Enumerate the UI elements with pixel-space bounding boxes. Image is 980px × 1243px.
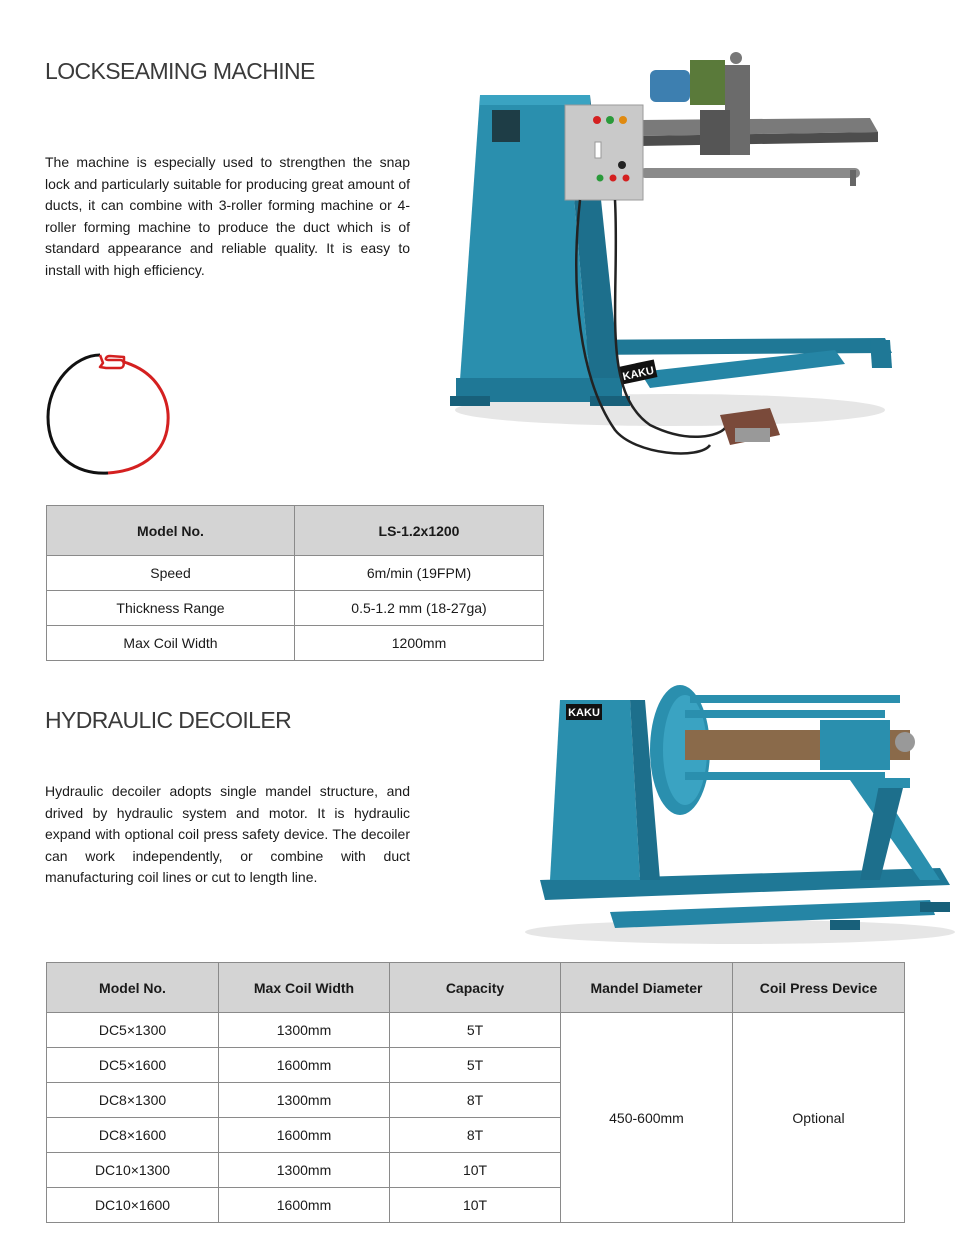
decoiler-brand-label: KAKU bbox=[568, 707, 600, 719]
col-header-max-coil-width: Max Coil Width bbox=[219, 963, 390, 1013]
lockseaming-spec-table bbox=[46, 505, 544, 661]
table-row bbox=[47, 556, 544, 591]
lockseaming-description: The machine is especially used to strengthen the snap lock and particularly suitable for producing great amount of ducts, it can combine with 3-roller forming machine or 4-roller forming machine to produce the duct which is of standard appearance and reliable quality. It is easy to install with high efficiency. bbox=[45, 154, 410, 278]
width-cell: 1600mm bbox=[219, 1188, 390, 1223]
capacity-cell: 10T bbox=[390, 1188, 561, 1223]
decoiler-machine-photo bbox=[520, 680, 960, 950]
coil-press-device-cell: Optional bbox=[733, 1013, 905, 1223]
mandel-diameter-cell: 450-600mm bbox=[561, 1013, 733, 1223]
model-cell: DC8×1600 bbox=[47, 1118, 219, 1153]
lockseam-profile-diagram bbox=[40, 345, 180, 485]
capacity-cell: 8T bbox=[390, 1083, 561, 1118]
spec-label: Thickness Range bbox=[47, 591, 295, 626]
model-cell: DC10×1600 bbox=[47, 1188, 219, 1223]
lockseaming-title: LOCKSEAMING MACHINE bbox=[45, 58, 315, 84]
model-cell: DC5×1300 bbox=[47, 1013, 219, 1048]
spec-value: 1200mm bbox=[295, 626, 544, 661]
table-row bbox=[47, 591, 544, 626]
model-cell: DC10×1300 bbox=[47, 1153, 219, 1188]
lockseaming-brand-label: KAKU bbox=[621, 364, 656, 384]
decoiler-spec-table bbox=[46, 962, 905, 1223]
spec-label: Max Coil Width bbox=[47, 626, 295, 661]
width-cell: 1300mm bbox=[219, 1153, 390, 1188]
capacity-cell: 8T bbox=[390, 1118, 561, 1153]
col-header-model: Model No. bbox=[47, 963, 219, 1013]
decoiler-title: HYDRAULIC DECOILER bbox=[45, 707, 292, 733]
col-header-model: Model No. bbox=[47, 506, 295, 556]
profile-red-segment bbox=[108, 362, 168, 473]
width-cell: 1600mm bbox=[219, 1118, 390, 1153]
capacity-cell: 5T bbox=[390, 1048, 561, 1083]
spec-value: 0.5-1.2 mm (18-27ga) bbox=[295, 591, 544, 626]
width-cell: 1300mm bbox=[219, 1013, 390, 1048]
col-header-coil-press-device: Coil Press Device bbox=[733, 963, 905, 1013]
width-cell: 1600mm bbox=[219, 1048, 390, 1083]
profile-seam-hook bbox=[100, 355, 124, 368]
col-header-mandel-diameter: Mandel Diameter bbox=[561, 963, 733, 1013]
capacity-cell: 5T bbox=[390, 1013, 561, 1048]
table-row bbox=[47, 626, 544, 661]
spec-value: 6m/min (19FPM) bbox=[295, 556, 544, 591]
col-header-model-value: LS-1.2x1200 bbox=[295, 506, 544, 556]
width-cell: 1300mm bbox=[219, 1083, 390, 1118]
model-cell: DC8×1300 bbox=[47, 1083, 219, 1118]
model-cell: DC5×1600 bbox=[47, 1048, 219, 1083]
profile-black-segment bbox=[48, 355, 108, 473]
table-row bbox=[47, 1013, 905, 1048]
lockseaming-machine-photo bbox=[440, 50, 900, 470]
spec-label: Speed bbox=[47, 556, 295, 591]
col-header-capacity: Capacity bbox=[390, 963, 561, 1013]
capacity-cell: 10T bbox=[390, 1153, 561, 1188]
decoiler-description: Hydraulic decoiler adopts single mandel structure, and drived by hydraulic system and motor. It is hydraulic expand with optional coil press safety device. The decoiler can work independently, or combine with duct manufacturing coil lines or cut to length line. bbox=[45, 783, 410, 885]
